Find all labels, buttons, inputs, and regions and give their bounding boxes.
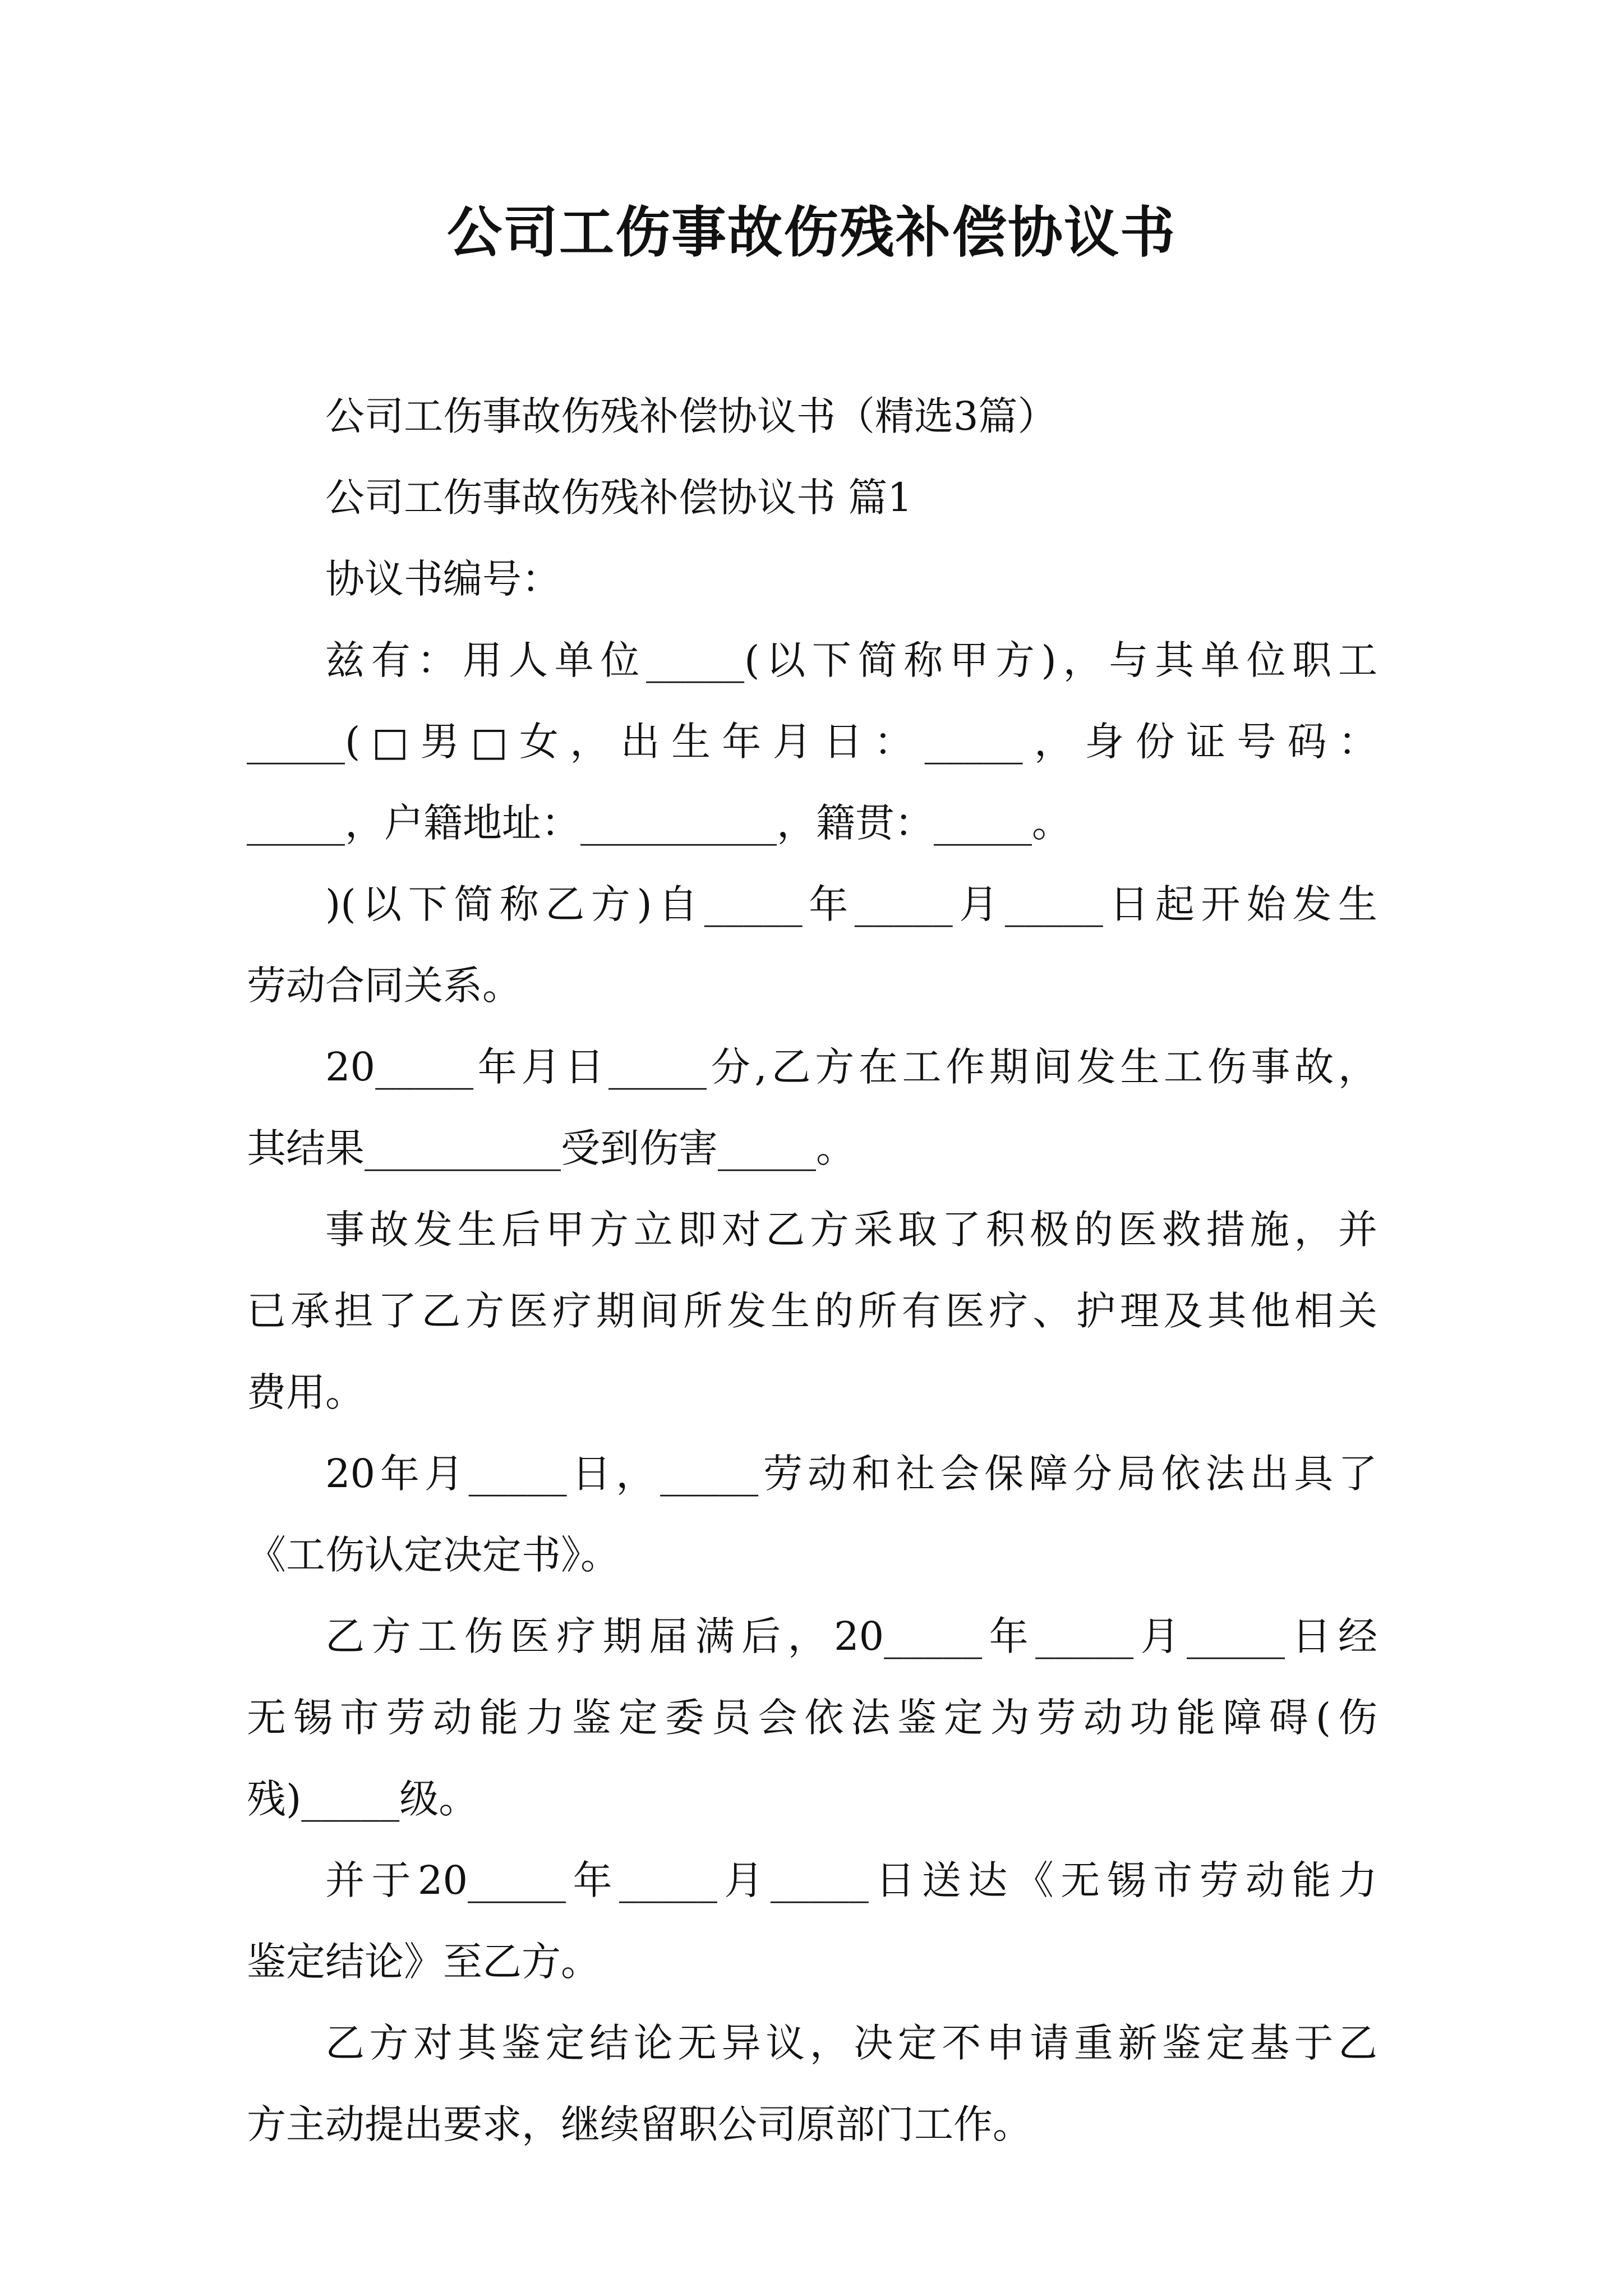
paragraph-line: _____，户籍地址：__________，籍贯：_____。: [247, 800, 1071, 846]
paragraph-injury-determination: [247, 1433, 1377, 1596]
paragraph-line: 20_____年月日_____分,乙方在工作期间发生工伤事故，: [325, 1044, 1377, 1090]
paragraph-line: 费用。: [247, 1369, 365, 1415]
paragraph-delivery: [247, 1840, 1377, 2003]
paragraph-line: 公司工伤事故伤残补偿协议书（精选3篇）: [325, 393, 1057, 439]
paragraph-agreement-number: [247, 539, 1377, 620]
document-body: [247, 376, 1377, 2165]
paragraph-line: 乙方工伤医疗期届满后，20_____年_____月_____日经: [325, 1613, 1377, 1659]
paragraph-no-objection: [247, 2003, 1377, 2165]
paragraph-line: 劳动合同关系。: [247, 963, 522, 1009]
paragraph-line: 公司工伤事故伤残补偿协议书 篇1: [325, 475, 912, 521]
paragraph-line: 已承担了乙方医疗期间所发生的所有医疗、护理及其他相关: [247, 1288, 1377, 1334]
paragraph-subtitle: [247, 376, 1377, 457]
paragraph-line: 兹有：用人单位_____(以下简称甲方)，与其单位职工: [325, 637, 1377, 683]
paragraph-disability-assessment: [247, 1596, 1377, 1840]
paragraph-labor-relation: [247, 864, 1377, 1027]
paragraph-line: 方主动提出要求，继续留职公司原部门工作。: [247, 2101, 1032, 2147]
paragraph-line: 并于20_____年_____月_____日送达《无锡市劳动能力: [325, 1857, 1377, 1903]
paragraph-line: )(以下简称乙方)自_____年_____月_____日起开始发生: [325, 881, 1377, 927]
paragraph-parties: [247, 620, 1377, 864]
paragraph-line: 残)_____级。: [247, 1776, 478, 1822]
paragraph-line: 鉴定结论》至乙方。: [247, 1939, 600, 1985]
paragraph-line: _____(□男□女，出生年月日：_____，身份证号码：: [247, 719, 1377, 765]
document-title: 公司工伤事故伤残补偿协议书: [446, 200, 1176, 265]
paragraph-line: 20年月_____日，_____劳动和社会保障分局依法出具了: [325, 1451, 1377, 1497]
paragraph-accident: [247, 1027, 1377, 1189]
paragraph-line: 无锡市劳动能力鉴定委员会依法鉴定为劳动功能障碍(伤: [247, 1695, 1377, 1741]
paragraph-line: 协议书编号：: [325, 556, 561, 602]
paragraph-line: 《工伤认定决定书》。: [247, 1532, 620, 1578]
paragraph-treatment: [247, 1189, 1377, 1433]
paragraph-line: 乙方对其鉴定结论无异议，决定不申请重新鉴定基于乙: [325, 2020, 1377, 2066]
paragraph-section-heading: [247, 457, 1377, 539]
paragraph-line: 事故发生后甲方立即对乙方采取了积极的医救措施，并: [325, 1207, 1377, 1253]
paragraph-line: 其结果__________受到伤害_____。: [247, 1125, 855, 1171]
